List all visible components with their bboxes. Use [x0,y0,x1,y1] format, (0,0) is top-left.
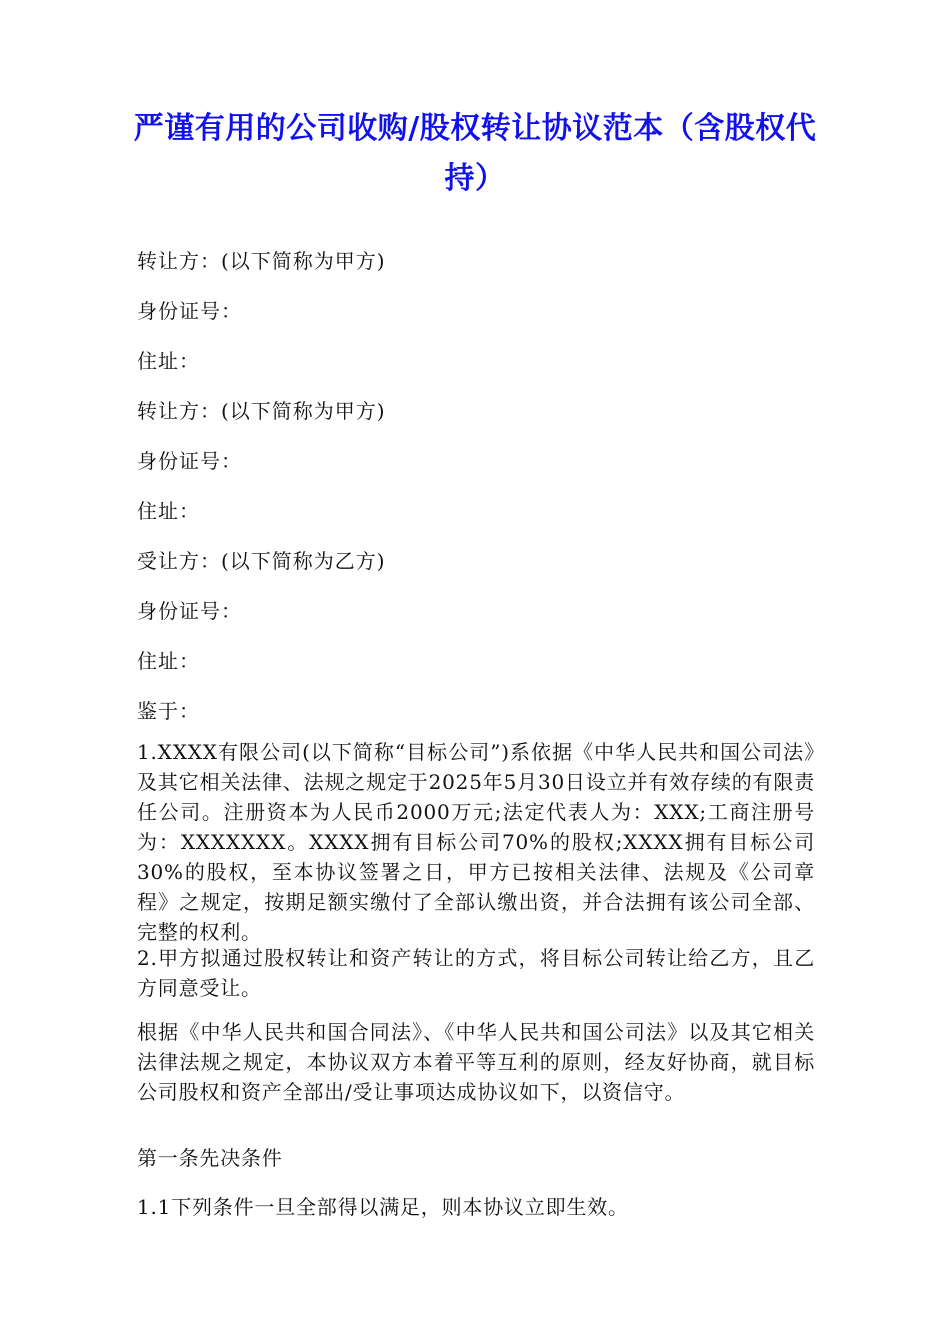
section-heading: 第一条先决条件 [137,1146,283,1170]
address-label: 住址： [137,649,200,673]
paragraph: 1.1下列条件一旦全部得以满足，则本协议立即生效。 [137,1195,629,1219]
document-title: 严谨有用的公司收购/股权转让协议范本（含股权代持） [133,111,817,196]
transferee-label: 受让方：(以下简称为乙方) [137,549,386,573]
whereas-label: 鉴于： [137,699,200,723]
paragraph: 1.XXXX有限公司(以下简称“目标公司”)系依据《中华人民共和国公司法》及其它相关法律、法规之规定于2025年5月30日设立并有效存续的有限责任公司。注册资本为人民币2000万元;法定代表人为：XXX;工商注册号为：XXXXXXX。XXXX拥有目标公司70%的股权;XXXX拥有目标公司30%的股权，至本协议签署之日，甲方已按相关法律、法规及《公司章程》之规定，按期足额实缴付了全部认缴出资，并合法拥有该公司全部、完整的权利。 [137,740,815,944]
id-number-label: 身份证号： [137,449,242,473]
id-number-label: 身份证号： [137,599,242,623]
transferor-label: 转让方：(以下简称为甲方) [137,249,386,273]
transferor-label: 转让方：(以下简称为甲方) [137,399,386,423]
address-label: 住址： [137,499,200,523]
paragraph: 根据《中华人民共和国合同法》、《中华人民共和国公司法》以及其它相关法律法规之规定，本协议双方本着平等互利的原则，经友好协商，就目标公司股权和资产全部出/受让事项达成协议如下，以资信守。 [137,1020,815,1104]
address-label: 住址： [137,349,200,373]
paragraph: 2.甲方拟通过股权转让和资产转让的方式，将目标公司转让给乙方，且乙方同意受让。 [137,946,815,1000]
id-number-label: 身份证号： [137,299,242,323]
